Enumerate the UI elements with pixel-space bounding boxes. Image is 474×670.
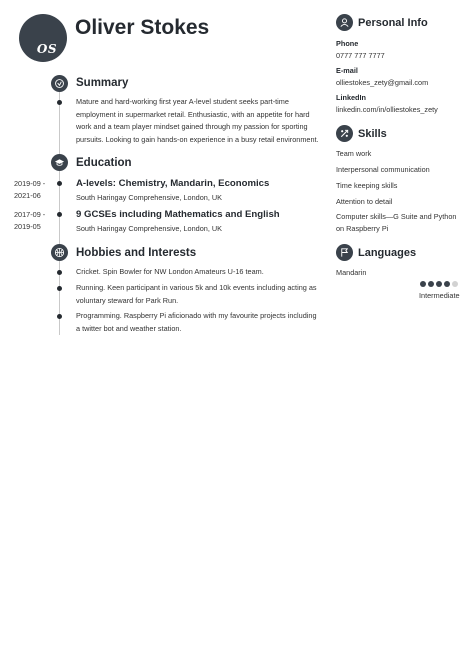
language-level-dot — [452, 281, 458, 287]
hobby-item — [76, 310, 317, 335]
languages-heading: Languages — [358, 247, 417, 259]
education-title: 9 GCSEs including Mathematics and English — [76, 209, 280, 220]
education-school: South Haringay Comprehensive, London, UK — [76, 224, 223, 233]
linkedin-label: LinkedIn — [336, 93, 366, 102]
language-level-dot — [444, 281, 450, 287]
monogram-avatar — [19, 14, 67, 62]
education-title: A-levels: Chemistry, Mandarin, Economics — [76, 178, 270, 189]
skill-item: Attention to detail — [336, 197, 393, 206]
summary-line: work and a team player mindset gained through my passion for sporting — [76, 122, 308, 131]
date-to: 2021-06 — [14, 191, 41, 200]
hobby-line: Running. Keen participant in various 5k and 10k events including acting as — [76, 283, 317, 292]
monogram-initials: OS — [36, 42, 57, 56]
hobby-bullet — [57, 314, 62, 319]
flag-icon — [336, 244, 353, 261]
personal-info-heading: Personal Info — [358, 17, 428, 29]
summary-line: Mature and hard-working first year A-level student seeks part-time — [76, 97, 289, 106]
graduation-cap-icon — [51, 154, 68, 171]
skill-line: on Raspberry Pi — [336, 224, 389, 233]
language-name: Mandarin — [336, 268, 367, 277]
hobby-line: voluntary steward for Park Run. — [76, 295, 179, 305]
hobby-line: Programming. Raspberry Pi aficionado with my favourite projects including — [76, 311, 317, 320]
education-date — [14, 178, 45, 202]
skill-item: Team work — [336, 149, 372, 158]
hobbies-heading: Hobbies and Interests — [76, 247, 197, 259]
summary-icon — [51, 75, 68, 92]
education-heading: Education — [76, 157, 132, 169]
education-bullet — [57, 181, 62, 186]
linkedin-value: linkedin.com/in/olliestokes_zety — [336, 105, 438, 114]
email-label: E-mail — [336, 66, 358, 75]
hobby-bullet — [57, 286, 62, 291]
hobby-bullet — [57, 270, 62, 275]
date-from: 2019-09 - — [14, 179, 46, 188]
summary-bullet — [57, 100, 62, 105]
skill-line: Computer skills—G Suite and Python — [336, 212, 457, 221]
email-value: olliestokes_zety@gmail.com — [336, 78, 429, 87]
date-to: 2019-05 — [14, 222, 41, 231]
education-date — [14, 209, 45, 233]
hobby-line: a twitter bot and weather station. — [76, 323, 182, 333]
phone-label: Phone — [336, 39, 359, 48]
summary-line: employment in supermarket retail. Enthusiastic, with an appetite for hard — [76, 109, 310, 119]
education-bullet — [57, 212, 62, 217]
date-from: 2017-09 - — [14, 210, 46, 219]
summary-heading: Summary — [76, 77, 129, 89]
basketball-icon — [51, 244, 68, 261]
hobby-item — [76, 282, 317, 307]
language-level-dot — [436, 281, 442, 287]
candidate-name: Oliver Stokes — [75, 16, 210, 39]
skills-heading: Skills — [358, 128, 387, 140]
skills-icon — [336, 125, 353, 142]
education-school: South Haringay Comprehensive, London, UK — [76, 193, 223, 202]
language-level-dot — [420, 281, 426, 287]
timeline-line — [59, 83, 60, 335]
user-icon — [336, 14, 353, 31]
skill-item: Interpersonal communication — [336, 165, 430, 174]
phone-value: 0777 777 7777 — [336, 51, 385, 60]
summary-text — [76, 96, 319, 146]
hobby-item — [76, 266, 264, 279]
language-level-dot — [428, 281, 434, 287]
skill-item: Time keeping skills — [336, 181, 398, 190]
summary-line: pursuits. Looking to gain hands-on experience in a busy retail environment. — [76, 134, 319, 144]
hobby-line: Cricket. Spin Bowler for NW London Amateurs U-16 team. — [76, 267, 264, 276]
skill-item — [336, 211, 456, 235]
language-level-text: Intermediate — [419, 291, 460, 300]
